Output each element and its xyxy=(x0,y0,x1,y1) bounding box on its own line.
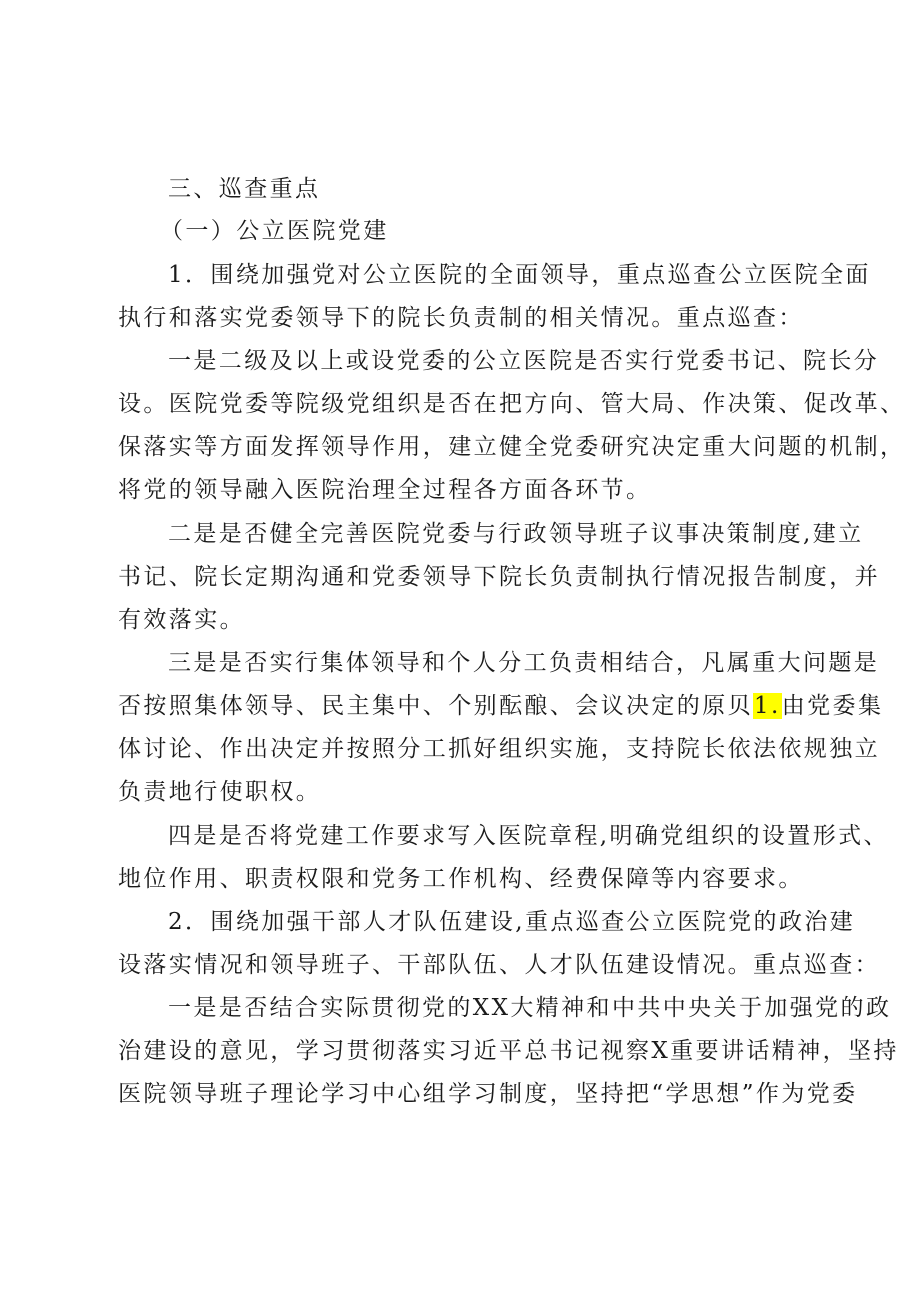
point3-line4: 负责地行使职权。 xyxy=(118,779,322,805)
point4-line1: 四是是否将党建工作要求写入医院章程,明确党组织的设置形式、 xyxy=(168,823,889,849)
item1-line1: 1．围绕加强党对公立医院的全面领导，重点巡查公立医院全面 xyxy=(168,262,871,288)
point2-line2: 书记、院长定期沟通和党委领导下院长负责制执行情况报告制度，并 xyxy=(118,564,880,590)
point2-line3: 有效落实。 xyxy=(118,607,245,633)
item2-line2: 设落实情况和领导班子、干部队伍、人才队伍建设情况。重点巡查： xyxy=(118,952,880,978)
point1-line4: 将党的领导融入医院治理全过程各方面各环节。 xyxy=(118,477,652,503)
item2-line1: 2．围绕加强干部人才队伍建设,重点巡查公立医院党的政治建 xyxy=(168,909,856,935)
point3-line3: 体讨论、作出决定并按照分工抓好组织实施，支持院长依法依规独立 xyxy=(118,736,880,762)
point1-line1: 一是二级及以上或设党委的公立医院是否实行党委书记、院长分 xyxy=(168,348,880,374)
item1-line2: 执行和落实党委领导下的院长负责制的相关情况。重点巡查： xyxy=(118,305,804,331)
point3-line2 xyxy=(118,691,883,721)
highlighted-footnote-marker: 1. xyxy=(754,693,781,719)
section-heading: 三、巡查重点 xyxy=(168,176,321,202)
point2-line1: 二是是否健全完善医院党委与行政领导班子议事决策制度,建立 xyxy=(168,521,864,547)
point3-line2-before: 否按照集体领导、民主集中、个别酝酿、会议决定的原贝 xyxy=(118,693,753,719)
point3-line1: 三是是否实行集体领导和个人分工负责相结合，凡属重大问题是 xyxy=(168,650,880,676)
point5-line2: 治建设的意见，学习贯彻落实习近平总书记视察X重要讲话精神，坚持 xyxy=(118,1038,899,1064)
point3-line2-after: 由党委集 xyxy=(781,693,884,719)
point5-line1: 一是是否结合实际贯彻党的XX大精神和中共中央关于加强党的政 xyxy=(168,995,892,1021)
point5-line3: 医院领导班子理论学习中心组学习制度，坚持把“学思想”作为党委 xyxy=(118,1081,858,1107)
point1-line2: 设。医院党委等院级党组织是否在把方向、管大局、作决策、促改革、 xyxy=(118,391,906,417)
point4-line2: 地位作用、职责权限和党务工作机构、经费保障等内容要求。 xyxy=(118,866,804,892)
point1-line3: 保落实等方面发挥领导作用，建立健全党委研究决定重大问题的机制， xyxy=(118,434,906,460)
subsection-heading: （一）公立医院党建 xyxy=(160,218,389,244)
